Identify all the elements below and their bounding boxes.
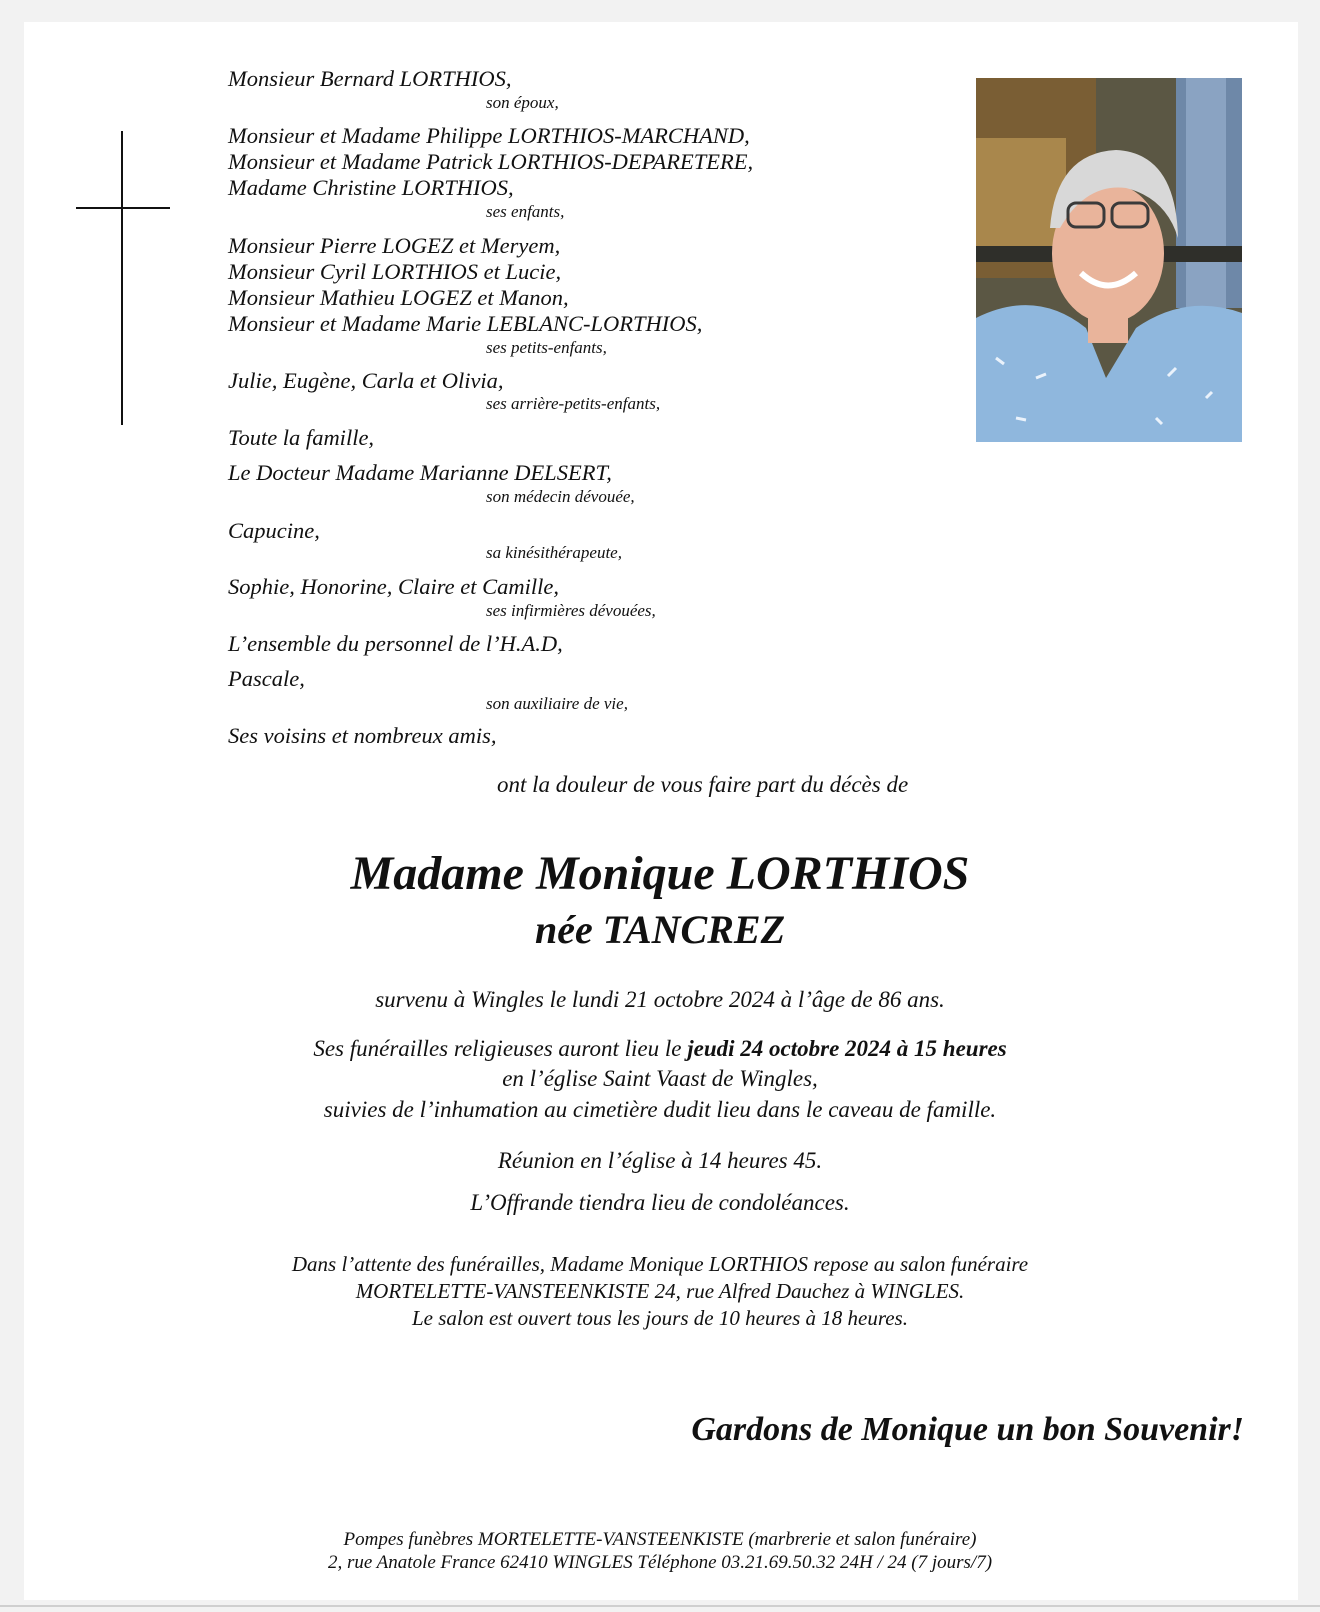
maiden-name: née TANCREZ: [534, 907, 786, 952]
funeral-date: jeudi 24 octobre 2024 à 15 heures: [687, 1036, 1007, 1061]
family-name: Toute la famille,: [228, 425, 375, 450]
family-name: Monsieur et Madame Philippe LORTHIOS-MARCHAND,: [228, 123, 750, 148]
family-name: Julie, Eugène, Carla et Olivia,: [228, 368, 504, 393]
family-name: Monsieur et Madame Marie LEBLANC-LORTHIOS,: [228, 311, 703, 336]
deceased-name: Madame Monique LORTHIOS: [350, 847, 970, 900]
family-role: son auxiliaire de vie,: [486, 694, 628, 713]
portrait-photo: [976, 78, 1242, 442]
family-name: Monsieur Mathieu LOGEZ et Manon,: [228, 285, 569, 310]
cross-icon: [121, 131, 123, 425]
wake-line: MORTELETTE-VANSTEENKISTE 24, rue Alfred Dauchez à WINGLES.: [355, 1279, 965, 1303]
family-name: Sophie, Honorine, Claire et Camille,: [228, 574, 560, 599]
family-name: L’ensemble du personnel de l’H.A.D,: [228, 631, 563, 656]
family-role: ses infirmières dévouées,: [486, 601, 656, 620]
family-role: ses petits-enfants,: [486, 338, 607, 357]
funeral-line-2: en l’église Saint Vaast de Wingles,: [502, 1066, 818, 1091]
family-name: Ses voisins et nombreux amis,: [228, 723, 497, 748]
family-role: sa kinésithérapeute,: [486, 543, 622, 562]
death-notice: survenu à Wingles le lundi 21 octobre 2024 à l’âge de 86 ans.: [375, 987, 945, 1012]
footer-line: 2, rue Anatole France 62410 WINGLES Téléphone 03.21.69.50.32 24H / 24 (7 jours/7): [327, 1552, 993, 1573]
announcement: ont la douleur de vous faire part du décès de: [497, 772, 909, 797]
family-name: Le Docteur Madame Marianne DELSERT,: [228, 460, 612, 485]
family-role: son époux,: [486, 93, 559, 112]
family-name: Monsieur Bernard LORTHIOS,: [228, 66, 512, 91]
family-name: Monsieur et Madame Patrick LORTHIOS-DEPARETERE,: [228, 149, 754, 174]
family-name: Madame Christine LORTHIOS,: [228, 175, 514, 200]
offering-text: L’Offrande tiendra lieu de condoléances.: [470, 1190, 850, 1215]
wake-line: Le salon est ouvert tous les jours de 10 heures à 18 heures.: [412, 1306, 908, 1330]
family-name: Monsieur Pierre LOGEZ et Meryem,: [228, 233, 561, 258]
family-name: Capucine,: [228, 518, 320, 543]
family-name: Pascale,: [228, 666, 305, 691]
funeral-prefix: Ses funérailles religieuses auront lieu le: [313, 1036, 682, 1061]
family-name: Monsieur Cyril LORTHIOS et Lucie,: [228, 259, 562, 284]
cross-icon-bar: [76, 207, 170, 209]
funeral-line-1: [0, 1033, 1320, 1064]
wake-line: Dans l’attente des funérailles, Madame Monique LORTHIOS repose au salon funéraire: [291, 1252, 1029, 1276]
bottom-divider: [0, 1605, 1320, 1607]
funeral-line-3: suivies de l’inhumation au cimetière dudit lieu dans le caveau de famille.: [323, 1097, 997, 1122]
footer-line: Pompes funèbres MORTELETTE-VANSTEENKISTE (marbrerie et salon funéraire): [343, 1529, 977, 1550]
family-role: ses arrière-petits-enfants,: [486, 394, 661, 413]
family-role: ses enfants,: [486, 202, 565, 221]
family-role: son médecin dévouée,: [486, 487, 635, 506]
meeting-text: Réunion en l’église à 14 heures 45.: [497, 1148, 823, 1173]
farewell-text: Gardons de Monique un bon Souvenir!: [691, 1411, 1244, 1448]
